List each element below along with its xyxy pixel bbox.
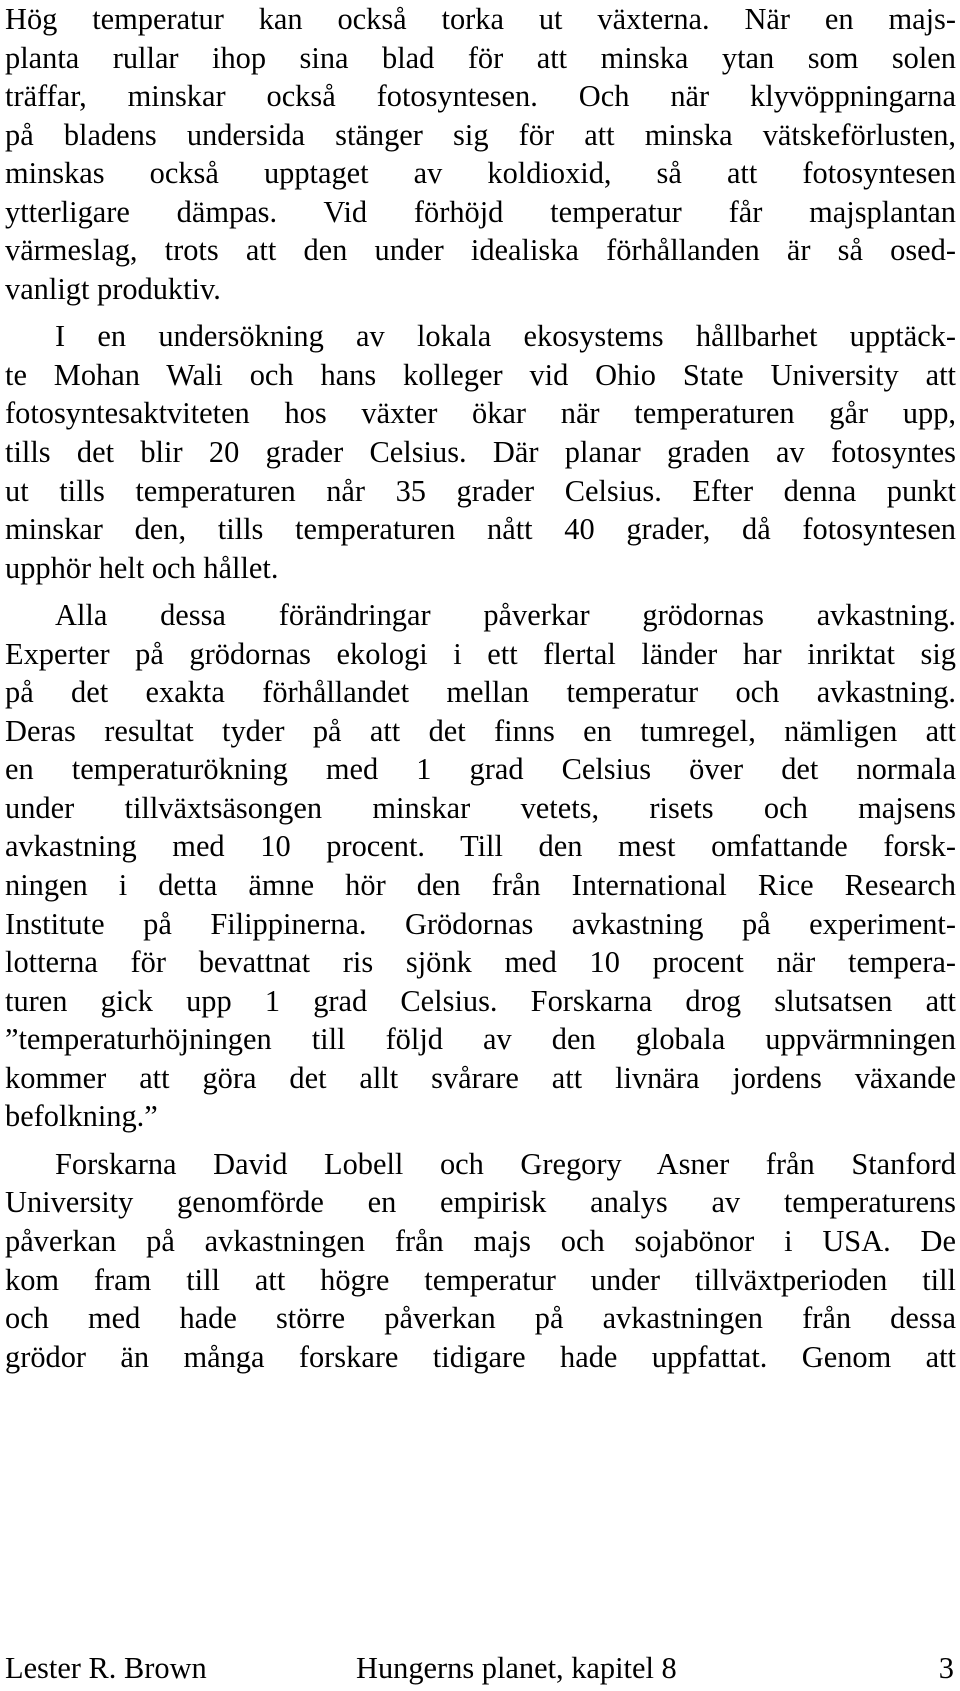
text-line: befolkning.” [5, 1099, 158, 1134]
text-line: turen gick upp 1 grad Celsius. Forskarna drog slutsatsen att [5, 983, 956, 1018]
text-line: på det exakta förhållandet mellan temperatur och avkastning. [5, 675, 956, 710]
paragraph [5, 596, 956, 1136]
paragraph [5, 1145, 956, 1376]
page-number: 3 [938, 1651, 954, 1685]
text-line: påverkan på avkastningen från majs och sojabönor i USA. De [5, 1223, 956, 1258]
text-line: Forskarna David Lobell och Gregory Asner från Stanford [55, 1146, 956, 1181]
text-line: planta rullar ihop sina blad för att minska ytan som solen [5, 40, 956, 75]
text-line: ytterligare dämpas. Vid förhöjd temperatur får majsplantan [5, 194, 956, 229]
footer-title: Hungerns planet, kapitel 8 [356, 1651, 677, 1685]
footer-author: Lester R. Brown [5, 1651, 207, 1685]
text-line: kommer att göra det allt svårare att livnära jordens växande [5, 1060, 956, 1095]
text-line: Alla dessa förändringar påverkar grödornas avkastning. [55, 598, 956, 633]
text-line: Deras resultat tyder på att det finns en tumregel, nämligen att [5, 713, 956, 748]
text-line: I en undersökning av lokala ekosystems hållbarhet upptäck- [55, 319, 956, 354]
text-line: en temperaturökning med 1 grad Celsius över det normala [5, 752, 956, 787]
text-line: under tillväxtsäsongen minskar vetets, risets och majsens [5, 790, 956, 825]
text-line: och med hade större påverkan på avkastningen från dessa [5, 1301, 956, 1336]
text-line: ”temperaturhöjningen till följd av den globala uppvärmningen [5, 1022, 956, 1057]
text-line: fotosyntesaktviteten hos växter ökar när temperaturen går upp, [5, 396, 956, 431]
text-line: University genomförde en empirisk analys av temperaturens [5, 1185, 956, 1220]
text-line: ut tills temperaturen når 35 grader Celsius. Efter denna punkt [5, 473, 956, 508]
text-line: avkastning med 10 procent. Till den mest omfattande forsk- [5, 829, 956, 864]
text-line: upphör helt och hållet. [5, 550, 279, 585]
text-line: ningen i detta ämne hör den från International Rice Research [5, 868, 956, 903]
text-line: Experter på grödornas ekologi i ett flertal länder har inriktat sig [5, 636, 956, 671]
paragraph [5, 317, 956, 587]
body-text [5, 0, 956, 1376]
text-line: grödor än många forskare tidigare hade uppfattat. Genom att [5, 1339, 956, 1374]
text-line: minskas också upptaget av koldioxid, så att fotosyntesen [5, 156, 956, 191]
text-line: Hög temperatur kan också torka ut växterna. När en majs- [5, 2, 956, 36]
text-line: träffar, minskar också fotosyntesen. Och när klyvöppningarna [5, 79, 956, 114]
text-line: Institute på Filippinerna. Grödornas avkastning på experiment- [5, 906, 956, 941]
text-line: vanligt produktiv. [5, 271, 221, 306]
text-line: minskar den, tills temperaturen nått 40 grader, då fotosyntesen [5, 512, 956, 547]
text-line: tills det blir 20 grader Celsius. Där planar graden av fotosyntes [5, 435, 956, 470]
text-line: på bladens undersida stänger sig för att minska vätskeförlusten, [5, 117, 956, 152]
text-line: värmeslag, trots att den under idealiska förhållanden är så osed- [5, 233, 956, 268]
text-line: te Mohan Wali och hans kolleger vid Ohio State University att [5, 357, 956, 392]
paragraph [5, 0, 956, 308]
text-line: lotterna för bevattnat ris sjönk med 10 procent när tempera- [5, 945, 956, 980]
text-line: kom fram till att högre temperatur under tillväxtperioden till [5, 1262, 956, 1297]
